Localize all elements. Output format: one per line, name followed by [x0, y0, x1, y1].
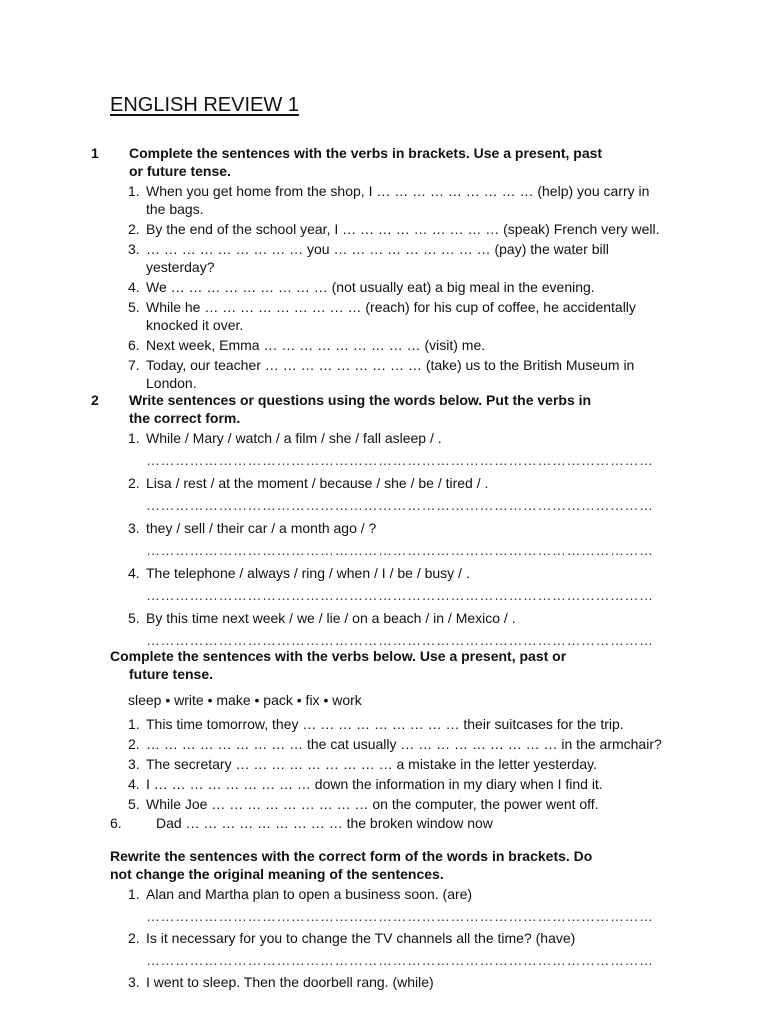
item-text: I … … … … … … … … … down the information in my diary when I find it. [146, 776, 603, 792]
item-text-cont: London. [146, 375, 197, 391]
page-title: ENGLISH REVIEW 1 [110, 94, 299, 116]
item-number: 1. [128, 886, 140, 902]
list-item [110, 278, 670, 296]
item-number: 2. [128, 475, 140, 491]
item-number: 3. [128, 756, 140, 772]
item-text: While he … … … … … … … … … (reach) for his cup of coffee, he accidentally [146, 299, 636, 315]
item-number: 3. [128, 520, 140, 536]
list-item [110, 609, 670, 649]
section-1-list [110, 182, 670, 392]
list-item-6 [110, 814, 670, 832]
item-text: … … … … … … … … … the cat usually … … … … … … … … … in the armchair? [146, 736, 662, 752]
item-number: 6. [110, 815, 122, 831]
list-item [110, 356, 670, 392]
item-number: 5. [128, 299, 140, 315]
item-number: 4. [128, 565, 140, 581]
answer-line[interactable]: …………………………………………………………………………………………… [146, 452, 654, 468]
list-item [110, 240, 670, 276]
list-item [110, 885, 670, 925]
section-2-number: 2 [91, 392, 99, 408]
list-item [110, 519, 670, 559]
section-3 [110, 647, 670, 813]
item-prompt: The telephone / always / ring / when / I / be / busy / . [146, 565, 470, 581]
list-item [110, 336, 670, 354]
item-prompt: Lisa / rest / at the moment / because / she / be / tired / . [146, 475, 489, 491]
list-item [110, 220, 670, 238]
list-item [110, 755, 670, 773]
section-3-heading-line2: future tense. [129, 666, 214, 682]
section-2-list [110, 429, 670, 649]
item-text: Next week, Emma … … … … … … … … … (visit) me. [146, 337, 486, 353]
item-text: The secretary … … … … … … … … … a mistake in the letter yesterday. [146, 756, 597, 772]
item-prompt: Is it necessary for you to change the TV channels all the time? (have) [146, 930, 576, 946]
item-text: Dad … … … … … … … … … the broken window now [156, 815, 493, 831]
item-prompt: I went to sleep. Then the doorbell rang. (while) [146, 974, 434, 990]
item-prompt: While / Mary / watch / a film / she / fall asleep / . [146, 430, 442, 446]
item-text: We … … … … … … … … … (not usually eat) a big meal in the evening. [146, 279, 595, 295]
answer-line[interactable]: …………………………………………………………………………………………… [146, 908, 654, 924]
section-3-heading-line1: Complete the sentences with the verbs below. Use a present, past or [110, 648, 567, 664]
item-number: 2. [128, 930, 140, 946]
item-text: Today, our teacher … … … … … … … … … (take) us to the British Museum in [146, 357, 635, 373]
item-number: 1. [128, 430, 140, 446]
list-item [110, 298, 670, 334]
answer-line[interactable]: …………………………………………………………………………………………… [146, 497, 654, 513]
item-number: 1. [128, 716, 140, 732]
section-3-heading [110, 647, 670, 683]
item-number: 5. [128, 610, 140, 626]
item-text: When you get home from the shop, I … … … … … … … … … (help) you carry in [146, 183, 650, 199]
word-bank: sleep • write • make • pack • fix • work [128, 692, 362, 708]
item-prompt: Alan and Martha plan to open a business soon. (are) [146, 886, 473, 902]
list-item [110, 973, 670, 991]
item-number: 6. [128, 337, 140, 353]
item-number: 7. [128, 357, 140, 373]
section-1 [91, 144, 670, 392]
item-number: 1. [128, 183, 140, 199]
item-number: 4. [128, 279, 140, 295]
section-4-list [110, 885, 670, 991]
section-4-heading-line1: Rewrite the sentences with the correct form of the words in brackets. Do [110, 848, 593, 864]
item-number: 5. [128, 796, 140, 812]
item-number: 2. [128, 221, 140, 237]
item-prompt: By this time next week / we / lie / on a beach / in / Mexico / . [146, 610, 516, 626]
item-number: 2. [128, 736, 140, 752]
section-1-number: 1 [91, 145, 99, 161]
item-prompt: they / sell / their car / a month ago / ? [146, 520, 377, 536]
section-3-list [110, 715, 670, 813]
list-item [110, 429, 670, 469]
item-text: This time tomorrow, they … … … … … … … … … their suitcases for the trip. [146, 716, 624, 732]
answer-line[interactable]: …………………………………………………………………………………………… [146, 587, 654, 603]
list-item [110, 775, 670, 793]
item-number: 4. [128, 776, 140, 792]
answer-line[interactable]: …………………………………………………………………………………………… [146, 952, 654, 968]
item-number: 3. [128, 974, 140, 990]
list-item [110, 735, 670, 753]
item-text: While Joe … … … … … … … … … on the computer, the power went off. [146, 796, 599, 812]
list-item [110, 474, 670, 514]
item-text-cont: knocked it over. [146, 317, 244, 333]
list-item [110, 929, 670, 969]
item-text: … … … … … … … … … you … … … … … … … … … (pay) the water bill yesterday? [146, 241, 609, 275]
section-1-heading [91, 144, 670, 180]
item-text-cont: the bags. [146, 201, 204, 217]
section-4 [110, 847, 670, 991]
list-item [110, 564, 670, 604]
section-4-heading-line2: not change the original meaning of the sentences. [110, 866, 444, 882]
section-2 [91, 391, 670, 649]
section-1-heading-line1: Complete the sentences with the verbs in brackets. Use a present, past [129, 145, 603, 161]
item-text: By the end of the school year, I … … … … … … … … … (speak) French very well. [146, 221, 660, 237]
list-item [110, 182, 670, 218]
answer-line[interactable]: …………………………………………………………………………………………… [146, 632, 654, 648]
section-2-heading-line1: Write sentences or questions using the words below. Put the verbs in [129, 392, 592, 408]
section-2-heading-line2: the correct form. [129, 410, 241, 426]
list-item [110, 795, 670, 813]
item-number: 3. [128, 241, 140, 257]
section-2-heading [91, 391, 670, 427]
list-item [110, 715, 670, 733]
answer-line[interactable]: …………………………………………………………………………………………… [146, 542, 654, 558]
section-4-heading [110, 847, 670, 883]
section-1-heading-line2: or future tense. [129, 163, 231, 179]
